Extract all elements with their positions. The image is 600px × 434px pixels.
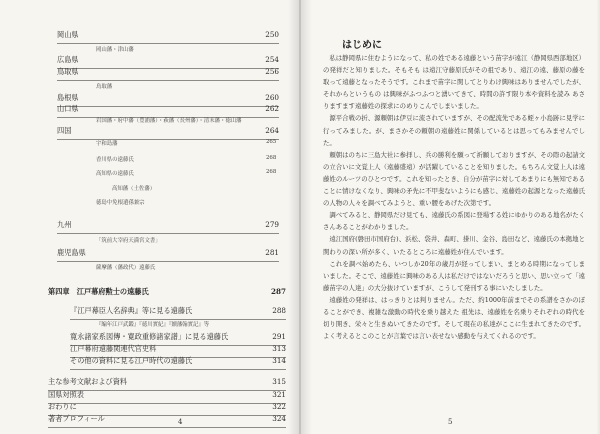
section-heading: はじめに	[342, 40, 382, 51]
toc-entry-title: 第四章 江戸幕府勲士の遠藤氏	[48, 287, 149, 296]
toc-subentry: 『編年江戸武鑑』『徳川實紀』『續藩翰實記』等	[96, 322, 210, 328]
toc-entry-page: 256	[265, 67, 279, 76]
toc-entry	[70, 306, 286, 318]
toc-entry-title: 広島県	[57, 55, 79, 64]
body-paragraph: 調べてみると、静岡県だけ見ても、遠藤氏の系図に登場する姓にゆかりのある地名がたくさんあることがわかりました。	[323, 211, 586, 232]
toc-entry-title: 著者プロフィール	[48, 414, 105, 423]
toc-subentry: 鳥取藩	[96, 84, 113, 90]
body-paragraph: 遠藤姓の発祥は、はっきりとは判りません。ただ、約1000年前までその系譜をさかのぼることができ、複雑な激動の時代を乗り越えた 祖先は、遠藤姓を名乗りそれぞれの時代を切り開き、栄々と生きぬいてきたのです。そして現在の私達がここに生まれてきたのです。よく考えるとこのことが言葉では言い表せない感動を与えてくれるのです。	[323, 295, 585, 341]
toc-entry-title: その他の資料に見る江戸時代の遠藤氏	[70, 356, 193, 365]
toc-entry-page: 262	[265, 104, 279, 113]
toc-entry	[48, 402, 286, 414]
toc-entry-page: 288	[272, 306, 286, 315]
toc-entry-rule	[57, 261, 279, 262]
toc-entry-title: 主な参考文献および資料	[48, 377, 128, 386]
toc-subentry: 岡山藩・津山藩	[96, 47, 134, 53]
toc-entry	[57, 67, 279, 79]
left-page	[0, 0, 299, 434]
toc-entry-rule	[48, 427, 286, 428]
left-page-number: 4	[178, 418, 183, 426]
toc-entry	[48, 414, 286, 426]
book-gutter	[288, 0, 312, 434]
toc-entry-title: 『江戸幕臣人名辞典』等に見る遠藤氏	[70, 306, 193, 315]
toc-entry	[57, 220, 279, 232]
toc-entry	[70, 356, 286, 368]
toc-subentry: 薩摩藩（藩政代）遠藤氏	[96, 265, 156, 271]
toc-entry-title: 江戸幕府遠藤関連代官史料	[70, 344, 157, 353]
toc-entry-page: 321	[272, 390, 286, 399]
toc-entry-page: 254	[265, 55, 279, 64]
body-paragraph: これを調べ始めたら、いつしか20年の歳月が経ってしまい、まとめる時期になってしまいました。そこで、遠藤姓に興味のある人は私だけではないだろうと思い、思い立って「遠藤苗字の人達」の大分抜けていますが、こうして発刊する事にいたしました。	[323, 259, 585, 292]
toc-entry-rule	[57, 233, 279, 234]
page-edge-shade	[596, 0, 600, 434]
toc-entry-rule	[70, 369, 286, 370]
toc-subentry-page: 268	[266, 155, 277, 161]
toc-entry-page: 313	[272, 344, 286, 353]
body-paragraph: 私は静岡県に住むようになって、私の姓である遠藤という苗字が遠江（静岡県西部地区）の発祥だと知りました。そもそも は遠江守藤原氏がその祖であり、遠江の遠、藤原の藤を取って遠藤となったそうです。これまで苗字に関してとりわけ興味はありませんでしたが、それからというもの は興味がふつふつと湧いてきて、時間の許す限り本や資料を読み あさりますます遠藤姓の探求にのめりこんでしまいました。	[323, 54, 585, 111]
toc-subentry-page: 268	[266, 169, 277, 175]
toc-subentry: 宇和島藩	[96, 141, 118, 147]
toc-entry-rule	[57, 80, 279, 81]
toc-entry-page: 287	[270, 287, 286, 296]
toc-entry	[48, 377, 286, 389]
toc-entry	[57, 248, 279, 260]
toc-entry-title: 寛永諸家系図傳・寛政重修諸家譜」に見る遠藤氏	[70, 332, 229, 341]
toc-entry-page: 264	[265, 126, 279, 135]
toc-entry-title: 鳥取県	[57, 67, 79, 76]
toc-entry-title: 島根県	[57, 93, 79, 102]
toc-entry	[70, 332, 286, 344]
right-page-number: 5	[448, 418, 453, 426]
body-paragraph: 源平合戦の折、源頼朝は伊豆に流されていますが、その配流先である蛭ヶ小島跡に見学に行ってみました。が、まさかその頼朝の遠藤姓に関係しているとは思ってもみませんでした。	[323, 114, 586, 147]
toc-entry-title: 四国	[57, 126, 72, 135]
toc-entry-rule	[57, 43, 279, 44]
toc-entry-page: 279	[265, 220, 279, 229]
table-of-contents	[0, 0, 299, 434]
toc-subentry: 高知県の遠藤氏	[96, 171, 134, 177]
toc-subentry-page: 265	[266, 139, 277, 145]
toc-entry-rule	[57, 139, 279, 140]
toc-entry-page: 322	[272, 402, 286, 411]
toc-subentry: 「筑前大宰府天満宮文書」	[96, 238, 161, 244]
toc-subentry: 香川県の遠藤氏	[96, 157, 134, 163]
toc-entry-title: おわりに	[48, 402, 77, 411]
toc-entry-page: 324	[272, 414, 286, 423]
toc-subentry: 高知藩（土佐藩）	[112, 186, 156, 192]
toc-entry-page: 260	[265, 93, 279, 102]
toc-entry-page: 281	[265, 248, 279, 257]
toc-entry-title: 国県対照表	[48, 390, 84, 399]
toc-entry-title: 九州	[57, 220, 72, 229]
toc-entry	[57, 30, 279, 42]
toc-entry-page: 291	[272, 332, 286, 341]
toc-entry	[57, 55, 279, 67]
body-paragraph: 頼朝はのちに三島大社に参拝し、兵の勝利を願って祈願しておりますが、その際の起請文の立合いに文覚上人（遠藤盛遠）が活躍していることを知りました。もちろん文覚上人は遠藤姓のルーツのひとつです。これを知ったとき、自分が苗字に対してあまりにも無知であることに情けなくなり、興味の矛先に不甲斐ないようにも感じ、遠藤姓の起源となった遠藤氏の人物の人々を調べてみようと、重い腰をあげた次第です。	[323, 150, 586, 208]
toc-entry-title: 岡山県	[57, 30, 79, 39]
toc-entry-page: 315	[272, 377, 286, 386]
toc-chapter-entry	[48, 287, 286, 299]
toc-entry	[70, 344, 286, 356]
toc-entry-page: 250	[265, 30, 279, 39]
body-text	[323, 52, 585, 342]
toc-subentry: 徳島中免根遺孫兼宗	[96, 200, 145, 206]
toc-entry-title: 鹿児島県	[57, 248, 86, 257]
toc-subentry: 岩国藩・府中藩（豊浦藩）・萩藩（長州藩）・清末藩・徳山藩	[96, 118, 242, 124]
toc-entry	[48, 390, 286, 402]
toc-entry	[57, 126, 279, 138]
toc-entry-page: 314	[272, 356, 286, 365]
body-paragraph: 遠江国府(磐田市国府台)、浜松、袋井、森町、掛川、金谷、島田など、遠藤氏の本拠地と関わりの深い所が多く、いたるところに遠藤姓が住んでいます。	[323, 235, 585, 256]
toc-entry-title: 山口県	[57, 104, 79, 113]
toc-entry	[57, 104, 279, 116]
